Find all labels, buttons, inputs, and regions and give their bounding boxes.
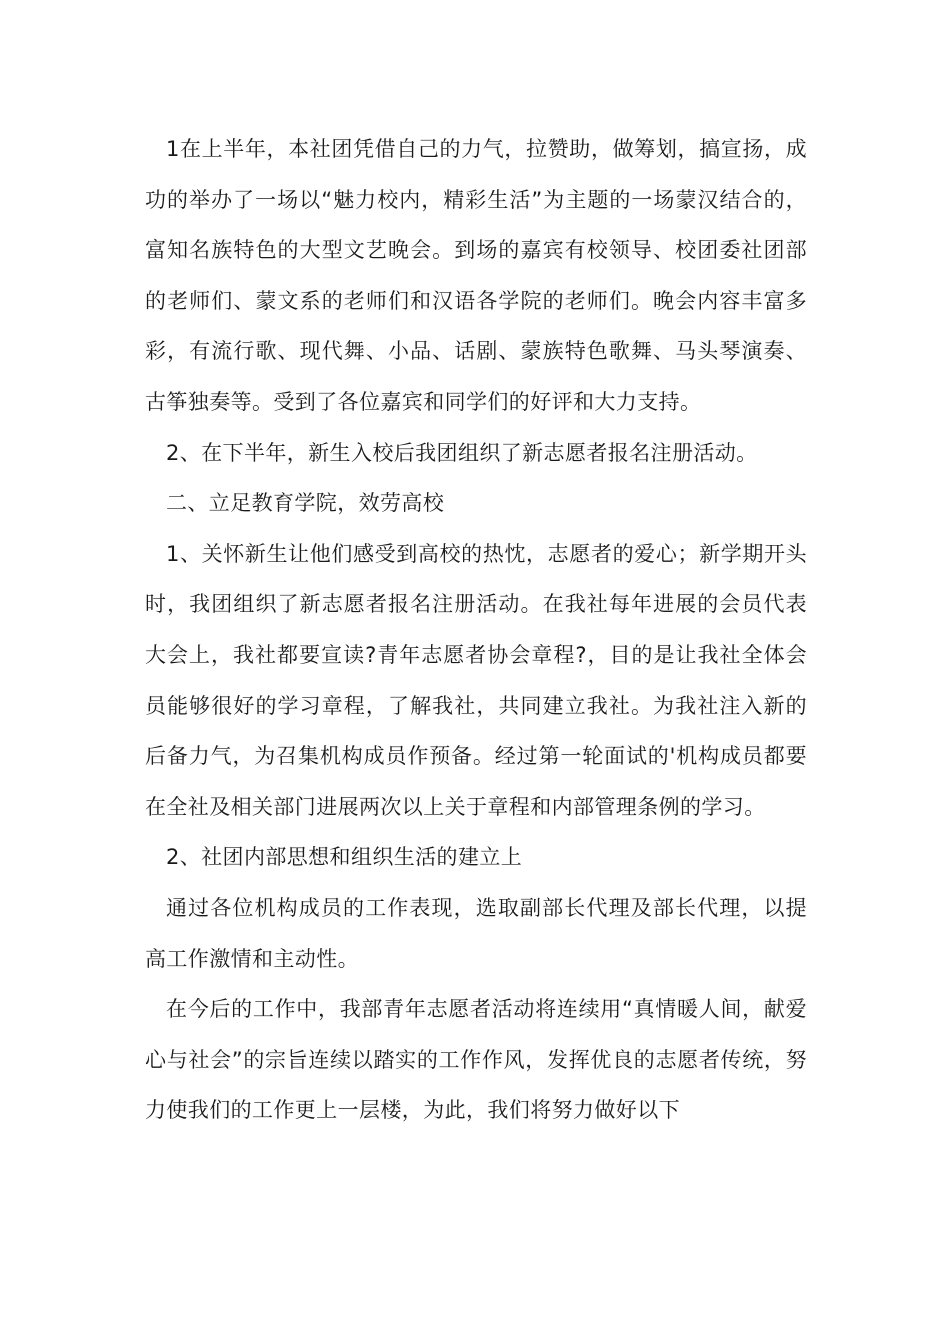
paragraph-4: 2、社团内部思想和组织生活的建立上 (166, 845, 523, 870)
paragraph-3: 1、关怀新生让他们感受到高校的热忱，志愿者的爱心；新学期开头时，我团组织了新志愿者报名注册活动。在我社每年进展的会员代表大会上，我社都要宣读?青年志愿者协会章程?，目的是让我社全体会员能够很好的学习章程，了解我社，共同建立我社。为我社注入新的后备力气，为召集机构成员作预备。经过第一轮面试的'机构成员都要在全社及相关部门进展两次以上关于章程和内部管理条例的学习。 (145, 541, 807, 819)
paragraph-2: 2、在下半年，新生入校后我团组织了新志愿者报名注册活动。 (166, 440, 758, 465)
paragraph-6: 在今后的工作中，我部青年志愿者活动将连续用“真情暖人间，献爱心与社会”的宗旨连续以踏实的工作作风，发挥优良的志愿者传统，努力使我们的工作更上一层楼，为此，我们将努力做好以下 (145, 997, 807, 1123)
section-heading-2: 二、立足教育学院，效劳高校 (166, 491, 445, 516)
paragraph-1: 1在上半年，本社团凭借自己的力气，拉赞助，做筹划，搞宣扬，成功的举办了一场以“魅力校内，精彩生活”为主题的一场蒙汉结合的，富知名族特色的大型文艺晚会。到场的嘉宾有校领导、校团委社团部的老师们、蒙文系的老师们和汉语各学院的老师们。晚会内容丰富多彩，有流行歌、现代舞、小品、话剧、蒙族特色歌舞、马头琴演奏、古筝独奏等。受到了各位嘉宾和同学们的好评和大力支持。 (145, 137, 807, 414)
document-body (145, 124, 807, 1136)
paragraph-5: 通过各位机构成员的工作表现，选取副部长代理及部长代理，以提高工作激情和主动性。 (145, 895, 807, 971)
